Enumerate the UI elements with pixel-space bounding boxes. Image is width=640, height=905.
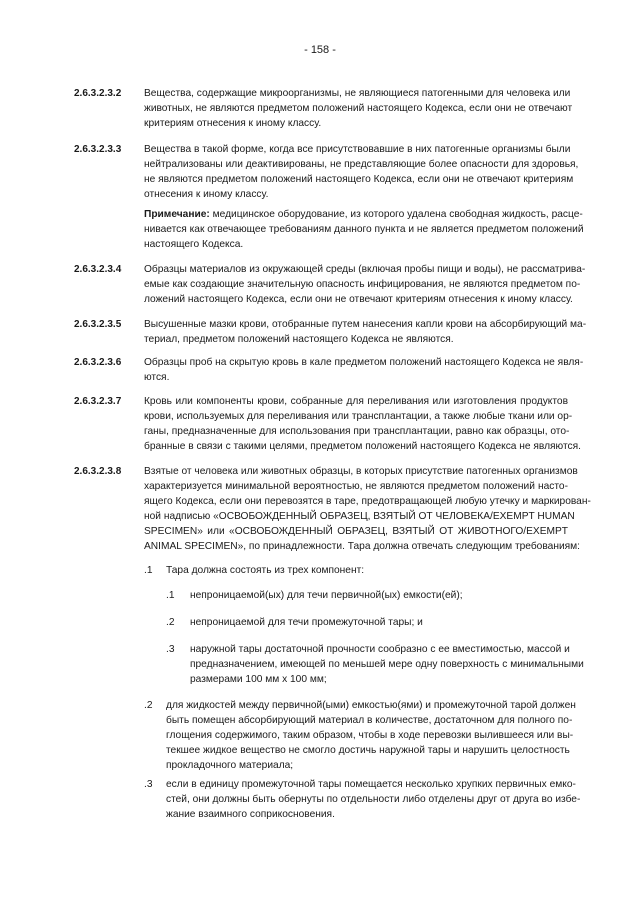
paragraph-number: 2.6.3.2.3.3 [74, 144, 122, 155]
text-line: непроницаемой для течи промежуточной тары; и [190, 617, 423, 628]
subitem-text [190, 615, 568, 630]
text-line: непроницаемой(ых) для течи первичной(ых) емкости(ей); [190, 590, 463, 601]
text-line: характеризуется минимальной вероятностью, не являются предметом положений насто- [144, 481, 568, 492]
text-line: нейтрализованы или деактивированы, не представляющие более опасности для здоровья, [144, 159, 579, 170]
text-line: Тара должна состоять из трех компонент: [166, 565, 365, 576]
item-number: .3 [144, 779, 153, 790]
text-line: Взятые от человека или животных образцы, в которых присутствие патогенных организмов [144, 466, 578, 477]
text-line: размерами 100 мм х 100 мм; [190, 674, 327, 685]
text-line: емые как создающие значительную опасность инфицирования, не являются предметом по- [144, 279, 581, 290]
text-line: Высушенные мазки крови, отобранные путем нанесения капли крови на абсорбирующий ма- [144, 319, 587, 330]
paragraph-number: 2.6.3.2.3.4 [74, 264, 122, 275]
text-line: животных, не являются предметом положений настоящего Кодекса, если они не отвечают [144, 103, 573, 114]
text-line: настоящего Кодекса. [144, 239, 244, 250]
text-line: Вещества в такой форме, когда все присутствовавшие в них патогенные организмы были [144, 144, 571, 155]
text-line: териал, предметом положений настоящего Кодекса не являются. [144, 334, 454, 345]
subitem-number: .1 [166, 590, 175, 601]
item-text [166, 563, 568, 578]
subitem-number: .2 [166, 617, 175, 628]
text-line: жание взаимного соприкосновения. [166, 809, 335, 820]
subitem-number: .3 [166, 644, 175, 655]
paragraph-number: 2.6.3.2.3.8 [74, 466, 122, 477]
text-line: предназначением, имеющей по меньшей мере одну поверхность с минимальными [190, 659, 584, 670]
text-line: стей, они должны быть обернуты по отдельности либо отделены друг от друга во избе- [166, 794, 581, 805]
text-line [144, 207, 583, 222]
paragraph-text [144, 394, 581, 454]
text-line: если в единицу промежуточной тары помещается несколько хрупких первичных емко- [166, 779, 576, 790]
text-line: ложений настоящего Кодекса, если они не отвечают критериям отнесения к иному классу. [144, 294, 573, 305]
text-line: Образцы материалов из окружающей среды (включая пробы пищи и воды), не рассматрива- [144, 264, 586, 275]
text-line: не являются предметом положений настоящего Кодекса, если они не отвечают критериям [144, 174, 574, 185]
note-text: медицинское оборудование, из которого удалена свободная жидкость, расце- [212, 209, 583, 220]
subitem-text [190, 642, 584, 687]
paragraph-number: 2.6.3.2.3.7 [74, 396, 122, 407]
item-text [166, 698, 576, 773]
note-label: Примечание: [144, 209, 210, 220]
text-line: ганы, предназначенные для использования при трансплантации, равно как образцы, ото- [144, 426, 570, 437]
item-text [166, 777, 581, 822]
paragraph-text [144, 317, 587, 347]
text-line: крови, используемых для переливания или трансплантации, а также любые ткани или ор- [144, 411, 573, 422]
text-line: Кровь или компоненты крови, собранные для переливания или изготовления продуктов [144, 396, 568, 407]
paragraph-text [144, 86, 573, 131]
text-line: отнесения к иному классу. [144, 189, 269, 200]
text-line: Образцы проб на скрытую кровь в кале предметом положений настоящего Кодекса не явля- [144, 357, 584, 368]
text-line: ANIMAL SPECIMEN», по принадлежности. Тара должна отвечать следующим требованиям: [144, 541, 580, 552]
note [144, 207, 584, 252]
paragraph-text [144, 355, 584, 385]
paragraph-text [144, 142, 579, 202]
text-line: наружной тары достаточной прочности сообразно с ее вместимостью, массой и [190, 644, 570, 655]
paragraph-text [144, 262, 586, 307]
text-line: прокладочного материала; [166, 760, 294, 771]
paragraph-number: 2.6.3.2.3.2 [74, 88, 122, 99]
text-line: ящего Кодекса, если они перевозятся в таре, предотвращающей любую утечку и маркирован- [144, 496, 591, 507]
paragraph-number: 2.6.3.2.3.6 [74, 357, 122, 368]
page-number: - 158 - [304, 44, 336, 56]
text-line: глощения содержимого, таким образом, чтобы в ходе перевозки вылившееся или вы- [166, 730, 574, 741]
paragraph-number: 2.6.3.2.3.5 [74, 319, 122, 330]
text-line: ной надписью «ОСВОБОЖДЕННЫЙ ОБРАЗЕЦ, ВЗЯТЫЙ ОТ ЧЕЛОВЕКА/EXEMPT HUMAN [144, 511, 575, 522]
paragraph-text [144, 464, 591, 554]
subitem-text [190, 588, 568, 603]
text-line: для жидкостей между первичной(ыми) емкостью(ями) и промежуточной тарой должен [166, 700, 576, 711]
text-line: быть помещен абсорбирующий материал в количестве, достаточном для полного по- [166, 715, 573, 726]
text-line: ются. [144, 372, 170, 383]
text-line: бранные в связи с такими целями, предметом положений настоящего Кодекса не являются. [144, 441, 581, 452]
text-line: нивается как отвечающее требованиям данного пункта и не является предметом положений [144, 224, 584, 235]
text-line: критериям отнесения к иному классу. [144, 118, 322, 129]
item-number: .1 [144, 565, 153, 576]
item-number: .2 [144, 700, 153, 711]
text-line: текшее жидкое вещество не смогло достичь наружной тары и нарушить целостность [166, 745, 570, 756]
text-line: Вещества, содержащие микроорганизмы, не являющиеся патогенными для человека или [144, 88, 571, 99]
text-line: SPECIMEN» или «ОСВОБОЖДЕННЫЙ ОБРАЗЕЦ, ВЗЯТЫЙ ОТ ЖИВОТНОГО/EXEMPT [144, 526, 568, 537]
